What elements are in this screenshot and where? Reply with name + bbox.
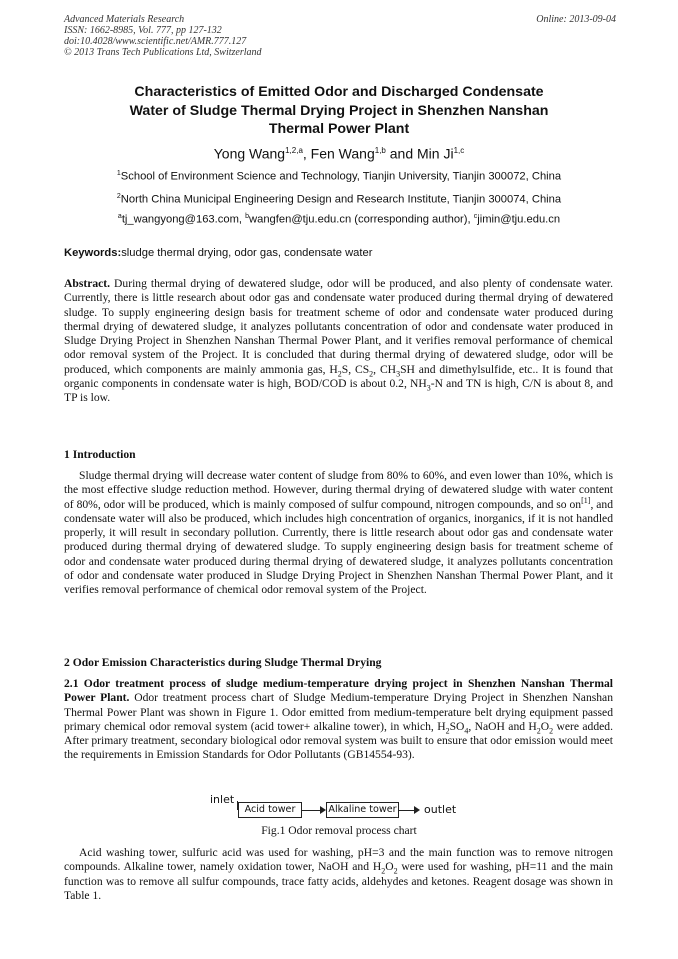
email-mark: b (245, 213, 250, 220)
body-text: SO (449, 719, 465, 733)
abstract-text: , CH (373, 362, 397, 376)
subscript: 3 (426, 383, 431, 393)
flow-inlet-label: inlet (210, 793, 235, 806)
copyright-line: © 2013 Trans Tech Publications Ltd, Switzerland (64, 47, 262, 58)
section-1-heading: 1 Introduction (64, 448, 136, 461)
affiliation-1 (0, 167, 678, 184)
subscript: 2 (369, 369, 374, 379)
email-text: wangfen@tju.edu.cn (corresponding author), (249, 213, 474, 226)
flow-arrow-line (399, 810, 414, 811)
body-text: O (540, 719, 550, 733)
author-separator: and (385, 145, 418, 162)
journal-name: Advanced Materials Research (64, 14, 185, 25)
author-separator: , (302, 145, 311, 162)
subscript: 2 (445, 726, 450, 736)
closing-paragraph (64, 846, 613, 903)
subscript: 2 (536, 726, 541, 736)
abstract-text: -N and TN is high, C/N is about 8, and TP is low. (64, 377, 613, 405)
subscript: 2 (381, 866, 386, 876)
author-list (0, 142, 678, 163)
figure-1-caption: Fig.1 Odor removal process chart (261, 824, 417, 837)
subsection-heading: 2.1 Odor treatment process of sludge medium-temperature drying project in Shenzhen Nanshan Thermal Power Plant. (64, 677, 613, 705)
subscript: 3 (396, 369, 401, 379)
email-mark: c (473, 213, 478, 220)
section-2-heading: 2 Odor Emission Characteristics during Sludge Thermal Drying (64, 656, 382, 669)
figure-1-process-chart (0, 790, 678, 826)
abstract-paragraph (64, 277, 613, 406)
keywords-line (64, 246, 614, 260)
title-line-3: Thermal Power Plant (268, 121, 410, 137)
email-mark: a (117, 213, 122, 220)
author-affiliation-mark: 1,b (374, 146, 386, 155)
body-text: , and condensate water will also be produced, which includes high concentration of organics, inorganics, if it is not handled properly, it will result in secondary pollution. Currently, there is little research about odor gas and condensate water produced during thermal drying of dewatered sludge. To supply engineering design basis for treatment scheme of odor and condensate water produced during thermal drying of dewatered sludge, it analyzes pollutants concentration of odor and condensate water produced in Sludge Drying Project in Shenzhen Nanshan Thermal Power Plant, and it verifies removal performance of chemical odor removal system of the Project. (64, 497, 613, 597)
section-1-paragraph (64, 469, 613, 598)
flow-outlet-label: outlet (424, 803, 457, 816)
issn-line: ISSN: 1662-8985, Vol. 777, pp 127-132 (64, 25, 222, 36)
abstract-text: SH and dimethylsulfide, etc.. It is found that organic components in condensate water is high, BOD/COD is about 0.2, NH (64, 362, 613, 391)
citation-ref: [1] (581, 495, 591, 505)
affiliation-2 (0, 190, 678, 207)
paper-title (80, 83, 598, 139)
doi-line: doi:10.4028/www.scientific.net/AMR.777.127 (64, 36, 247, 47)
title-line-2: Water of Sludge Thermal Drying Project in Shenzhen Nanshan (129, 102, 549, 119)
title-line-1: Characteristics of Emitted Odor and Discharged Condensate (134, 84, 544, 100)
affiliation-text: School of Environment Science and Technology, Tianjin University, Tianjin 300072, China (120, 170, 562, 183)
author-name: Yong Wang (213, 145, 286, 162)
alkaline-tower-box: Alkaline tower (326, 802, 399, 818)
online-date: Online: 2013-09-04 (536, 14, 616, 25)
author-name: Fen Wang (310, 145, 375, 162)
keywords-text: sludge thermal drying, odor gas, condensate water (121, 247, 373, 259)
body-text: Odor treatment process chart of Sludge Medium-temperature Drying Project in Shenzhen Nanshan Thermal Power Plant was shown in Figure 1. Odor emitted from medium-temperature belt drying equipment passed primary chemical odor removal system (acid tower+ alkaline tower), in which, H (64, 691, 613, 733)
email-text: tj_wangyong@163.com, (121, 213, 246, 226)
body-text: Sludge thermal drying will decrease water content of sludge from 80% to 60%, and even lower than 10%, which is the most effective sludge reduction method. However, during thermal drying of dewatered sludge with water content of 80%, odor will be produced, which is mainly composed of sulfur compound, nitrogen compounds, and so on (64, 469, 613, 511)
abstract-text: During thermal drying of dewatered sludge, odor will be produced, and also plenty of condensate water. Currently, there is little research about odor gas and condensate water produced during thermal drying of dewatered sludge. To supply engineering design basis for treatment scheme of odor and condensate water produced during thermal drying of dewatered sludge, it analyzes pollutants concentration of odor and condensate water produced in Sludge Drying Project in Shenzhen Nanshan Thermal Power Plant, and it verifies removal performance of chemical odor removal system of the Project. It is concluded that during thermal drying of dewatered sludge, odor will be produced, which components are mainly ammonia gas, H (64, 277, 613, 376)
subscript: 2 (549, 726, 554, 736)
body-text: were added. After primary treatment, secondary biological odor removal system was built to ensure that odor emission would meet the requirements in Emission Standards for Odor Pollutants (GB14554-93). (64, 719, 613, 762)
body-text: were used for washing, pH=11 and the main function was to remove all sulfur compounds, trace fatty acids, aldehydes and ketones. Reagent dosage was shown in Table 1. (64, 860, 614, 902)
abstract-label: Abstract. (64, 277, 111, 290)
affiliation-text: North China Municipal Engineering Design and Research Institute, Tianjin 300074, China (120, 193, 562, 206)
body-text: , NaOH and H (468, 719, 537, 733)
arrow-right-icon (414, 806, 420, 814)
body-text: O (385, 860, 394, 874)
body-text: Acid washing tower, sulfuric acid was used for washing, pH=3 and the main function was to remove nitrogen compounds. Alkaline tower, namely oxidation tower, NaOH and H (64, 846, 613, 874)
abstract-text: S, CS (341, 362, 370, 376)
author-name: Min Ji (417, 145, 454, 162)
affiliation-mark: 2 (116, 193, 121, 200)
email-text: jimin@tju.edu.cn (477, 213, 561, 226)
subscript: 4 (464, 726, 469, 736)
section-2-1-paragraph (64, 677, 613, 763)
acid-tower-box: Acid tower (238, 802, 302, 818)
author-affiliation-mark: 1,2,a (285, 146, 303, 155)
email-list (0, 210, 678, 227)
subscript: 2 (337, 369, 342, 379)
journal-header (64, 14, 262, 58)
keywords-label: Keywords: (64, 247, 122, 259)
author-affiliation-mark: 1,c (453, 146, 465, 155)
affiliation-mark: 1 (116, 170, 121, 177)
subscript: 2 (393, 866, 398, 876)
flow-arrow-line (302, 810, 320, 811)
